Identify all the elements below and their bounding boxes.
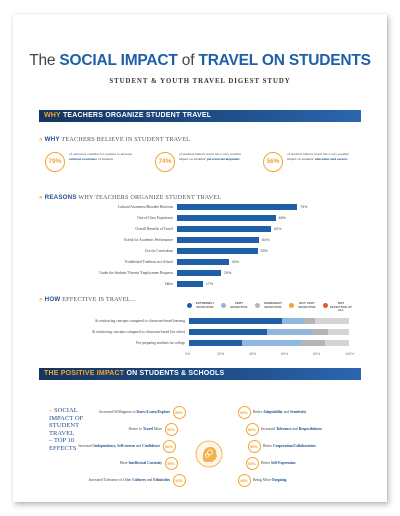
effect-label-text: Increased Tolerance of Other: [88, 477, 133, 482]
effect-label-bold: Know/Learn/Explore: [136, 409, 170, 414]
effect-label-bold: Independence, Self-esteem: [93, 443, 135, 448]
effect-label: [89, 478, 170, 482]
stat-text-1: [69, 152, 139, 162]
x-tick-label: 0%: [185, 352, 191, 356]
how-heading-strong: HOW: [44, 296, 61, 303]
effect-label-bold: Outgoing: [271, 477, 287, 482]
effect-label-text: More: [119, 460, 129, 465]
section-bar-text: TEACHERS ORGANIZE STUDENT TRAVEL: [60, 112, 212, 119]
bar-category-label: Out-of-Class Experience: [137, 216, 173, 220]
effect-label-text: and: [135, 443, 143, 448]
bar: [177, 248, 258, 254]
effect-label: [78, 444, 160, 448]
effect-label-text: Increased Willingness to: [99, 409, 137, 414]
reasons-heading-rest: WHY TEACHERS ORGANIZE STUDENT TRAVEL: [76, 194, 222, 201]
stat-text-3-pre: of teachers believe travel has a very positive impact on students': [287, 152, 350, 161]
bar-category-label: Other: [164, 282, 173, 286]
bar: [177, 226, 271, 232]
effect-percent-circle: 55%: [165, 457, 178, 470]
effect-percent-circle: 56%: [246, 423, 259, 436]
bar: [177, 204, 297, 210]
stacked-bar-remainder: [328, 329, 349, 335]
stacked-bar-segment: [312, 329, 328, 335]
bar: [177, 259, 229, 265]
effect-label-bold: Respectfulness: [298, 426, 322, 431]
stat-text-3-bold: education and careers: [314, 157, 348, 161]
section-bar-why: [39, 110, 361, 122]
effect-percent-circle: 56%: [165, 423, 178, 436]
effect-label-text: More: [153, 426, 162, 431]
side-title-line-2: IMPACT OF: [49, 414, 84, 422]
infographic-sheet: [13, 14, 387, 502]
stat-text-1-pre: of educators consider it a positive to increase: [69, 152, 133, 156]
effectiveness-category-label: At reinforcing concepts compared to classroom-based learning: [94, 319, 185, 323]
effect-label-bold: Intellectual Curiosity: [128, 460, 162, 465]
effect-label: [263, 444, 316, 448]
stat-text-2: [179, 152, 249, 162]
effect-label-text: and: [291, 426, 299, 431]
how-heading-rest: EFFECTIVE IS TRAVEL...: [60, 296, 136, 303]
stat-text-3: [287, 152, 357, 162]
title-text-1: The: [29, 52, 60, 69]
believe-heading-rest: TEACHERS BELIEVE IN STUDENT TRAVEL: [59, 136, 191, 143]
effect-label-bold: Travel: [142, 426, 154, 431]
title-text-4: TRAVEL ON STUDENTS: [198, 52, 371, 69]
how-effective-heading: [39, 296, 136, 303]
section-bar-impact: [39, 368, 361, 380]
bar-value-label: 34%: [231, 260, 239, 264]
stacked-bar-remainder: [325, 340, 349, 346]
bar-category-label: Overall Benefits of Travel: [135, 227, 173, 231]
section-bar-highlight: WHY: [44, 112, 61, 119]
stacked-bar-segment: [189, 318, 282, 324]
x-tick-label: 20%: [217, 352, 225, 356]
side-title-line-3: STUDENT: [49, 422, 80, 430]
effect-percent-circle: 59%: [173, 406, 186, 419]
effect-label-text: Increased: [261, 426, 277, 431]
effect-label: [253, 478, 286, 482]
legend-label: VERY EFFECTIVE: [230, 301, 248, 309]
stat-text-2-pre: of teachers believe travel has a very positive impact on students': [179, 152, 242, 161]
effect-label-bold: Adaptability: [262, 409, 283, 414]
stacked-bar-remainder: [315, 318, 349, 324]
stat-circle-3: 56%: [263, 152, 283, 172]
legend-swatch: [323, 303, 328, 308]
legend-swatch: [187, 303, 192, 308]
section-bar-highlight: THE POSITIVE IMPACT: [44, 370, 125, 377]
bar-category-label: Useful for Academic Performance: [123, 238, 173, 242]
x-tick-label: 80%: [313, 352, 321, 356]
bar-category-label: Established Tradition in a School: [125, 260, 173, 264]
effect-label-bold: Cooperation/Collaboration: [272, 443, 316, 448]
bar-value-label: 53%: [260, 249, 268, 253]
effect-label: [120, 461, 162, 465]
believe-heading: [39, 136, 190, 143]
effect-label-bold: Sensitivity: [290, 409, 307, 414]
effect-label: [99, 410, 170, 414]
arrow-icon: »: [49, 407, 53, 414]
effect-label-text: Better: [263, 443, 273, 448]
legend-label: EXTREMELY EFFECTIVE: [195, 301, 215, 309]
stat-text-1-bold: cultural awareness: [69, 157, 98, 161]
stacked-bar-segment: [189, 340, 242, 346]
effect-label: [261, 461, 295, 465]
effect-percent-circle: 52%: [246, 457, 259, 470]
effect-label-text: Desire to: [128, 426, 143, 431]
head-gears-icon: [195, 440, 223, 468]
effect-label-text: Better: [261, 460, 271, 465]
page-subtitle: STUDENT & YOUTH TRAVEL DIGEST STUDY: [109, 78, 291, 85]
infographic-content: [27, 24, 373, 494]
bar-value-label: 65%: [278, 216, 286, 220]
side-title-line-1: SOCIAL: [53, 407, 78, 414]
effect-label-text: and: [146, 477, 154, 482]
effect-label: [261, 427, 322, 431]
bar-value-label: 17%: [205, 282, 214, 286]
arrow-icon: »: [39, 136, 43, 143]
reasons-heading-strong: REASONS: [44, 194, 77, 201]
x-tick-label: 40%: [249, 352, 257, 356]
stacked-bar-segment: [301, 340, 325, 346]
stat-circle-2: 74%: [155, 152, 175, 172]
stacked-bar-segment: [242, 340, 301, 346]
title-text-3: of: [177, 52, 199, 69]
stacked-bar-segment: [282, 318, 304, 324]
bar: [177, 237, 259, 243]
side-title-line-4: TRAVEL: [49, 429, 75, 437]
effect-label-text: Better: [253, 409, 263, 414]
bar: [177, 281, 203, 287]
stat-text-1-post: of students: [97, 157, 114, 161]
title-text-2: SOCIAL IMPACT: [59, 52, 178, 69]
legend-label: NOT EFFECTIVE AT ALL: [330, 301, 352, 313]
bar: [177, 215, 276, 221]
bar-value-label: 54%: [262, 238, 270, 242]
effect-percent-circle: 52%: [173, 474, 186, 487]
stacked-bar-segment: [304, 318, 315, 324]
legend-swatch: [255, 303, 260, 308]
bar-category-label: Cultural Awareness/Broaden Horizons: [117, 205, 173, 209]
bar-category-label: Use for Curriculum: [144, 249, 173, 253]
bar: [177, 270, 221, 276]
stacked-bar-segment: [267, 329, 312, 335]
effect-label-bold: Tolerance: [276, 426, 292, 431]
effect-percent-circle: 55%: [248, 440, 261, 453]
effectiveness-category-label: At reinforcing concepts compared to classroom-based (for other): [91, 330, 185, 334]
effect-percent-circle: 59%: [238, 406, 251, 419]
legend-label: SOMEWHAT EFFECTIVE: [263, 301, 283, 309]
section-bar-text: ON STUDENTS & SCHOOLS: [124, 370, 225, 377]
x-tick-label: 60%: [281, 352, 289, 356]
stacked-bar-segment: [189, 329, 267, 335]
bar-category-label: Under the Students' Parents' Employment Requests: [99, 271, 173, 275]
effect-label: [129, 427, 162, 431]
effect-percent-circle: 56%: [163, 440, 176, 453]
bar-value-label: 62%: [274, 227, 282, 231]
stat-text-2-bold: personal development: [206, 157, 240, 161]
effect-label-bold: Ethnicities: [153, 477, 170, 482]
effectiveness-category-label: For preparing students for college: [136, 341, 185, 345]
effect-label-text: Increased: [78, 443, 94, 448]
effect-label-text: and: [282, 409, 290, 414]
side-title-line-6: EFFECTS: [49, 444, 77, 452]
page-title: [27, 52, 373, 70]
bar-value-label: 79%: [300, 205, 308, 209]
effect-label-bold: Self-Expression: [270, 460, 296, 465]
side-title-line-5: – TOP 10: [49, 437, 75, 445]
legend-label: NOT VERY EFFECTIVE: [298, 301, 316, 309]
effect-label-text: Being More: [253, 477, 272, 482]
x-tick-label: 100%: [345, 352, 355, 356]
legend-swatch: [289, 303, 294, 308]
effect-label: [253, 410, 306, 414]
believe-heading-strong: WHY: [44, 136, 60, 143]
stat-circle-1: 79%: [45, 152, 65, 172]
effect-label-bold: Cultures: [132, 477, 147, 482]
effect-label-bold: Confidence: [142, 443, 160, 448]
arrow-icon: »: [39, 194, 43, 201]
legend-swatch: [221, 303, 226, 308]
reasons-heading: [39, 194, 221, 201]
effect-percent-circle: 48%: [238, 474, 251, 487]
arrow-icon: »: [39, 296, 43, 303]
bar-value-label: 29%: [224, 271, 232, 275]
